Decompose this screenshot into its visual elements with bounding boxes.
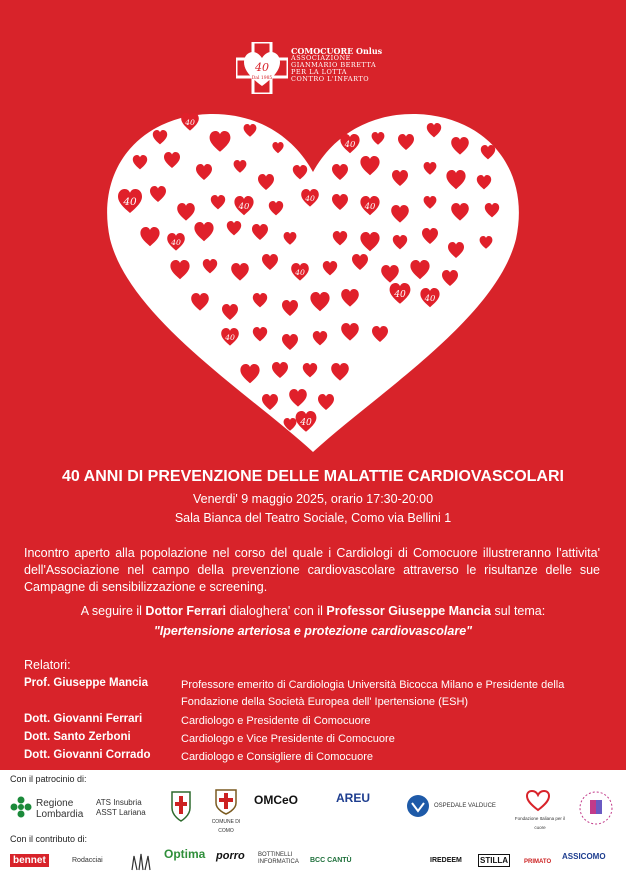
sponsor-iredeem: IREDEEM: [430, 857, 462, 864]
areu-logo: [336, 792, 396, 822]
heart-badge-40: 40: [238, 201, 250, 211]
valduce-label: OSPEDALE VALDUCE: [434, 803, 496, 809]
heart-badge-40: 40: [225, 333, 235, 342]
sponsor-assicomo: ASSICOMO: [562, 852, 606, 861]
event-date: Venerdi' 9 maggio 2025, orario 17:30-20:00: [192, 492, 434, 506]
heart-badge-40: 40: [123, 196, 137, 208]
logo-line-1: ASSOCIAZIONE: [291, 54, 351, 62]
event-description: Incontro aperto alla popolazione nel corso del quale i Cardiologi di Comocuore illustreranno l'attivita' dell'Associazione nel campo della prevenzione cardiovascolare attraverso le risultanze delle sue Campagne di sensibilizzazione e screening.: [24, 546, 600, 594]
speaker-row: [24, 677, 604, 711]
comune-como-logo: [211, 786, 241, 834]
logo-badge: 40: [255, 61, 269, 74]
logo-text: [291, 48, 382, 83]
relatori-heading: Relatori:: [24, 658, 71, 672]
followup-post: sul tema:: [491, 604, 546, 618]
ordine-farmacisti-icon: [578, 790, 614, 826]
heart-badge-40: 40: [185, 118, 195, 127]
regione-label: Regione Lombardia: [36, 798, 84, 820]
lombardia-rose-icon: [10, 796, 32, 818]
heart-badge-40: 40: [300, 418, 312, 428]
speaker-role: Cardiologo e Consigliere di Comocuore: [181, 751, 373, 763]
sponsor-bottinelli: BOTTINELLI INFORMATICA: [258, 852, 299, 865]
speaker-name: Dott. Giovanni Corrado: [24, 749, 151, 761]
asst-label: ASST Lariana: [96, 808, 146, 817]
speaker-name: Prof. Giuseppe Mancia: [24, 677, 148, 689]
heart-badge-40: 40: [305, 194, 315, 203]
sponsors-footer: [0, 770, 626, 893]
comune-label: COMUNE DI COMO: [211, 819, 241, 834]
event-title: 40 ANNI DI PREVENZIONE DELLE MALATTIE CARDIOVASCOLARI: [62, 468, 564, 485]
logo-cross-icon: [236, 42, 288, 94]
sponsor-row: [0, 847, 626, 880]
fondazione-cuore-logo: [514, 790, 566, 830]
sponsor-tower-icon: [130, 852, 152, 872]
logo-line-3: PER LA LOTTA: [291, 68, 347, 76]
fondazione-label: Fondazione Italiana per il cuore: [514, 816, 566, 830]
followup-doctor: Dottor Ferrari: [145, 604, 226, 618]
omceo-logo: [254, 792, 334, 822]
valduce-logo: [406, 792, 516, 822]
logo-line-4: CONTRO L'INFARTO: [291, 75, 370, 83]
omceo-label: OMCeO: [254, 793, 299, 807]
regione-lombardia-logo: [10, 794, 170, 820]
speaker-name: Dott. Giovanni Ferrari: [24, 713, 143, 725]
big-heart-graphic: [100, 104, 526, 454]
speaker-row: [24, 731, 604, 748]
province-crest-icon: [170, 788, 192, 824]
event-venue: Sala Bianca del Teatro Sociale, Como via Bellini 1: [174, 511, 452, 525]
heart-badge-40: 40: [344, 139, 356, 149]
sponsor-optima: Optima: [164, 847, 206, 861]
sponsor-stilla: STILLA: [480, 856, 508, 865]
speaker-row: [24, 713, 604, 730]
logo-line-2: GIANMARIO BERETTA: [291, 61, 377, 69]
contributo-label: Con il contributo di:: [10, 834, 88, 844]
areu-label: AREU: [336, 791, 371, 805]
valduce-icon: [406, 794, 430, 818]
sponsor-bcc: BCC CANTÙ: [310, 857, 352, 864]
sponsor-porro: porro: [216, 850, 245, 862]
followup-mid: dialoghera' con il: [226, 604, 327, 618]
heart-badge-40: 40: [295, 268, 305, 277]
como-crest-icon: [214, 786, 238, 816]
sponsor-bennet: bennet: [10, 854, 49, 867]
logo-since: Dal 1985: [251, 76, 273, 81]
speaker-row: [24, 749, 604, 766]
ats-label: ATS Insubria: [96, 798, 142, 807]
talk-theme: "Ipertensione arteriosa e protezione cardiovascolare": [153, 624, 473, 638]
sponsor-primato: PRIMATO: [524, 859, 552, 865]
speaker-role: Cardiologo e Vice Presidente di Comocuore: [181, 733, 395, 745]
heart-badge-40: 40: [394, 290, 406, 300]
heart-badge-40: 40: [364, 201, 376, 211]
heart-hands-icon: [526, 790, 550, 812]
heart-badge-40: 40: [171, 238, 181, 247]
sponsor-rodacciai: Rodacciai: [72, 857, 103, 864]
comocuore-logo: [236, 42, 396, 100]
followup-line: [0, 604, 626, 618]
speaker-name: Dott. Santo Zerboni: [24, 731, 131, 743]
speaker-role: Cardiologo e Presidente di Comocuore: [181, 715, 371, 727]
logo-brand: COMOCUORE Onlus: [291, 46, 383, 56]
followup-pre: A seguire il: [80, 604, 146, 618]
heart-badge-40: 40: [424, 293, 436, 303]
speaker-role: Professore emerito di Cardiologia Università Bicocca Milano e Presidente della Fondazione della Società Europea dell' Ipertensione (ESH): [181, 679, 565, 708]
followup-professor: Professor Giuseppe Mancia: [326, 604, 492, 618]
patrocinio-label: Con il patrocinio di:: [10, 774, 87, 784]
